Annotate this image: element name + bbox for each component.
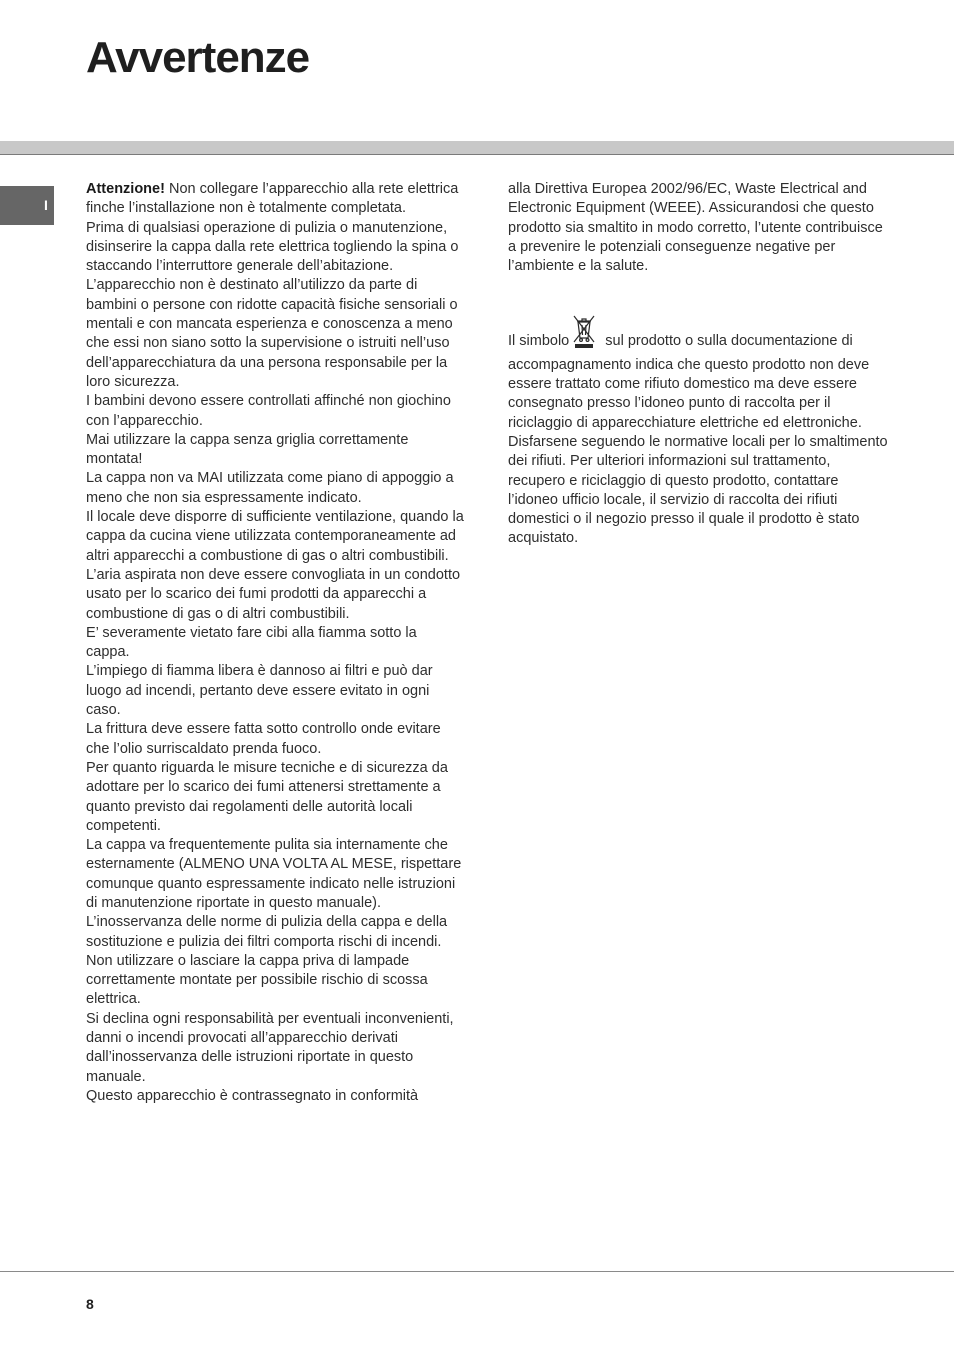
language-tab: I [0, 186, 54, 225]
warning-paragraph: L’apparecchio non è destinato all’utilizzo da parte di bambini o persone con ridotte capacità fisiche sensoriali o mentali e con mancata esperienza e conoscenza a meno che essi non siano sotto la supervisione o istruiti nell’uso dell’apparecchiatura da una persona responsabile per la loro sicurezza. [86, 277, 458, 390]
warning-paragraph: Per quanto riguarda le misure tecniche e di sicurezza da adottare per lo scarico dei fumi attenersi strettamente a quanto previsto dai regolamenti delle autorità locali competenti. [86, 759, 448, 834]
header-band [0, 141, 954, 155]
right-column [508, 180, 888, 549]
warning-paragraph: Questo apparecchio è contrassegnato in conformità [86, 1087, 419, 1104]
warning-intro-text: Non collegare l’apparecchio alla rete elettrica finche l’installazione non è totalmente completata. [86, 181, 459, 217]
warning-paragraph: Mai utilizzare la cappa senza griglia correttamente montata! [86, 431, 409, 468]
warning-paragraph: La frittura deve essere fatta sotto controllo onde evitare che l’olio surriscaldato prenda fuoco. [86, 721, 441, 757]
page-title: Avvertenze [86, 33, 310, 82]
warning-paragraph: Non utilizzare o lasciare la cappa priva di lampade correttamente montate per possibile rischio di scossa elettrica. [86, 952, 428, 1008]
warning-paragraph: Il locale deve disporre di sufficiente ventilazione, quando la cappa da cucina viene utilizzata contemporaneamente ad altri apparecchi a combustione di gas o altri combustibili. [86, 509, 464, 564]
warning-paragraph: Si declina ogni responsabilità per eventuali inconvenienti, danni o incendi provocati all’apparecchio derivati dall’inosservanza delle istruzioni riportate in questo manuale. [86, 1010, 454, 1085]
warning-paragraph: L’inosservanza delle norme di pulizia della cappa e della sostituzione e pulizia dei filtri comporta rischi di incendi. [86, 914, 448, 950]
footer-rule [0, 1271, 954, 1272]
warning-paragraph: L’impiego di fiamma libera è dannoso ai filtri e può dar luogo ad incendi, pertanto deve essere evitato in ogni caso. [86, 663, 433, 719]
warning-paragraph: La cappa non va MAI utilizzata come piano di appoggio a meno che non sia espressamente indicato. [86, 470, 454, 506]
symbol-text-before: Il simbolo [508, 333, 570, 350]
weee-symbol-paragraph [508, 313, 888, 548]
warning-paragraph-intro [86, 180, 464, 219]
warning-lead: Attenzione! [86, 181, 165, 197]
warning-paragraph: Prima di qualsiasi operazione di pulizia o manutenzione, disinserire la cappa dalla rete elettrica togliendo la spina o staccando l’interruttore generale dell’abitazione. [86, 219, 459, 275]
symbol-text-after: sul prodotto o sulla documentazione di accompagnamento indica che questo prodotto non deve essere trattato come rifiuto domestico ma deve essere consegnato presso l’idoneo punto di raccolta per il riciclaggio di apparecchiature elettriche ed elettroniche. Disfarsene seguendo le normative locali per lo smaltimento dei rifiuti. Per ulteriori informazioni sul trattamento, recupero e riciclaggio di questo prodotto, contattare l’idoneo ufficio locale, il servizio di raccolta dei rifiuti domestici o il negozio presso il quale il prodotto è stato acquistato. [508, 333, 888, 547]
paragraph-spacer [508, 276, 888, 313]
crossed-out-wheeled-bin-icon [571, 313, 597, 355]
warning-paragraph: La cappa va frequentemente pulita sia internamente che esternamente (ALMENO UNA VOLTA AL MESE, rispettare comunque quanto espressamente indicato nelle istruzioni di manutenzione riportate in questo manuale). [86, 837, 462, 911]
warning-paragraph: E’ severamente vietato fare cibi alla fiamma sotto la cappa. [86, 624, 417, 661]
left-column [86, 180, 464, 1106]
weee-directive-paragraph: alla Direttiva Europea 2002/96/EC, Waste Electrical and Electronic Equipment (WEEE). Assicurandosi che questo prodotto sia smaltito in modo corretto, l’utente contribuisce a prevenire le potenziali conseguenze negative per l’ambiente e la salute. [508, 181, 883, 275]
warning-paragraph: I bambini devono essere controllati affinché non giochino con l’apparecchio. [86, 393, 451, 429]
warning-paragraph: L’aria aspirata non deve essere convogliata in un condotto usato per lo scarico dei fumi prodotti da apparecchi a combustione di gas o di altri combustibili. [86, 566, 461, 622]
page-number: 8 [86, 1296, 94, 1312]
